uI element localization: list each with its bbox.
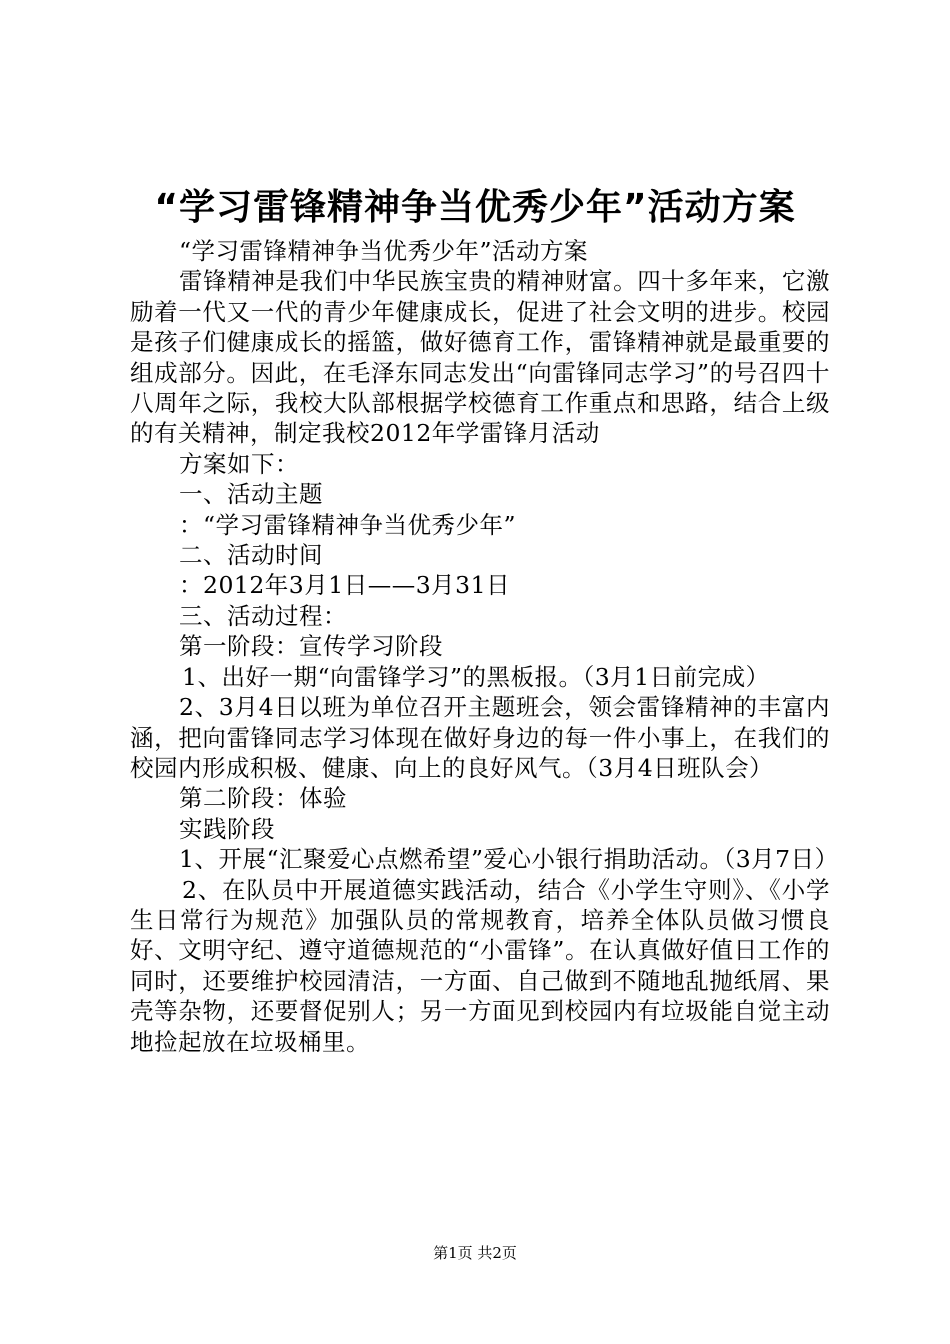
stage-one-item-2: 2、3月4日以班为单位召开主题班会，领会雷锋精神的丰富内涵，把向雷锋同志学习体现在做好身边的每一件小事上，在我们的校园内形成积极、健康、向上的良好风气。（3月4日班队会） (130, 693, 830, 782)
plan-intro-paragraph: 方案如下： (179, 449, 299, 478)
page-number-footer: 第1页 共2页 (433, 1244, 517, 1262)
subtitle-paragraph: “学习雷锋精神争当优秀少年”活动方案 (179, 237, 589, 265)
intro-paragraph: 雷锋精神是我们中华民族宝贵的精神财富。四十多年来，它激励着一代又一代的青少年健康成长，促进了社会文明的进步。校园是孩子们健康成长的摇篮，做好德育工作，雷锋精神就是最重要的组成部分。因此，在毛泽东同志发出“向雷锋同志学习”的号召四十八周年之际，我校大队部根据学校德育工作重点和思路，结合上级的有关精神，制定我校2012年学雷锋月活动 (130, 267, 830, 448)
section-heading-process: 三、活动过程： (179, 601, 347, 630)
stage-two-heading: 第二阶段：体验 (179, 784, 347, 813)
document-title: “学习雷锋精神争当优秀少年”活动方案 (154, 187, 796, 228)
document-body (130, 236, 839, 1057)
theme-paragraph: ：“学习雷锋精神争当优秀少年” (179, 510, 517, 539)
stage-one-heading: 第一阶段：宣传学习阶段 (179, 632, 443, 661)
stage-two-heading-cont: 实践阶段 (179, 814, 275, 843)
stage-one-item-1: 1、出好一期“向雷锋学习”的黑板报。（3月1日前完成） (182, 662, 770, 691)
stage-two-item-2: 2、在队员中开展道德实践活动，结合《小学生守则》、《小学生日常行为规范》加强队员的常规教育，培养全体队员做习惯良好、文明守纪、遵守道德规范的“小雷锋”。在认真做好值日工作的同时，还要维护校园清洁，一方面、自己做到不随地乱抛纸屑、果壳等杂物，还要督促别人；另一方面见到校园内有垃圾能自觉主动地捡起放在垃圾桶里。 (130, 875, 830, 1056)
section-heading-time: 二、活动时间 (179, 541, 323, 570)
time-paragraph: ：2012年3月1日——3月31日 (179, 571, 511, 600)
section-heading-theme: 一、活动主题 (179, 480, 323, 509)
stage-two-item-1: 1、开展“汇聚爱心点燃希望”爱心小银行捐助活动。（3月7日） (179, 845, 839, 874)
